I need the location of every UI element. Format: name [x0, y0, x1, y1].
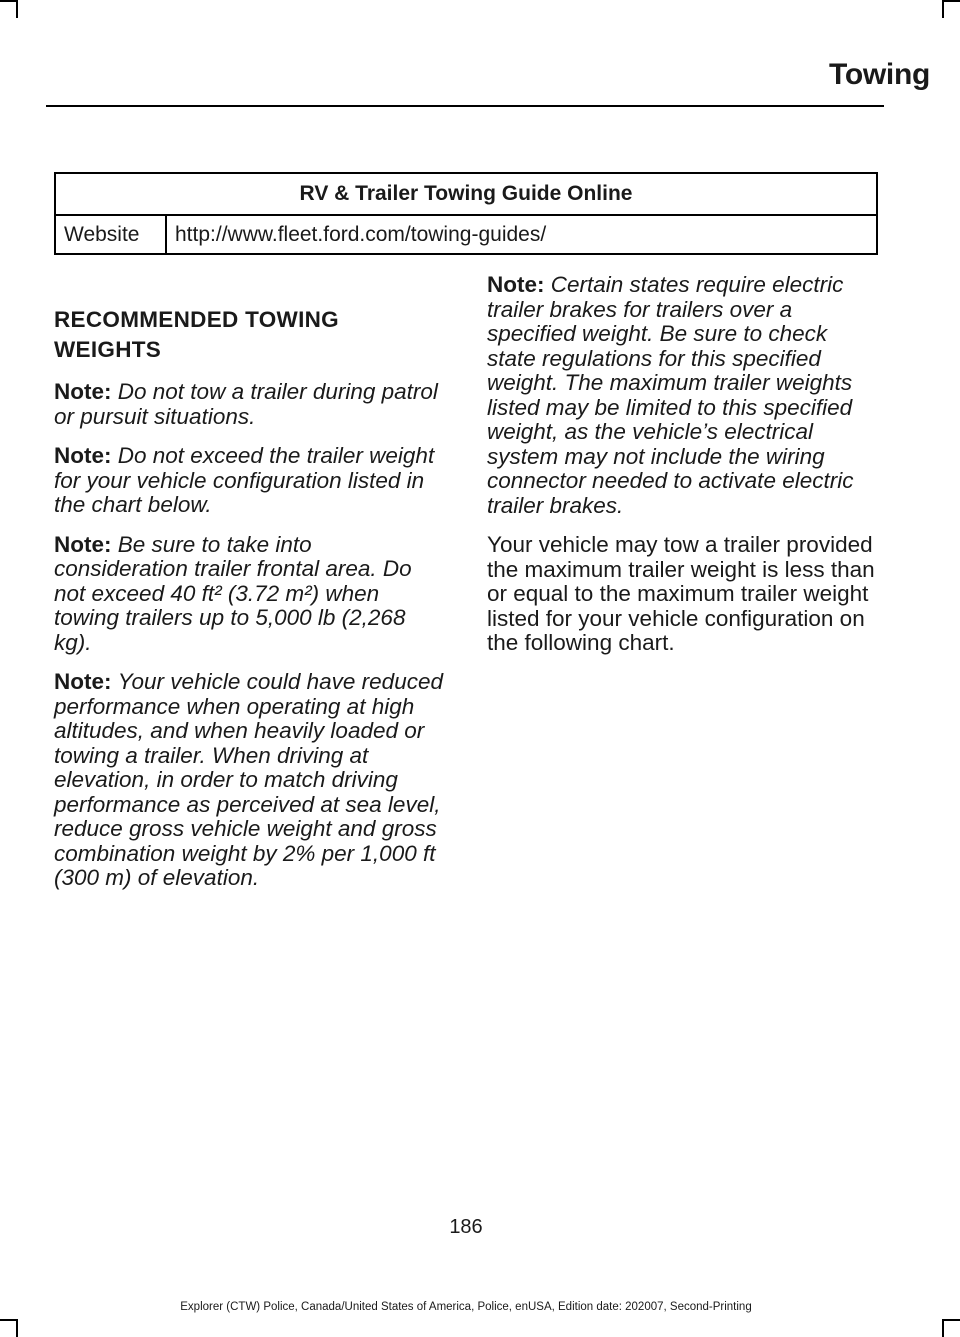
note-paragraph [54, 670, 447, 891]
note-text: Do not tow a trailer during patrol or pursuit situations. [54, 379, 438, 429]
crop-mark [942, 0, 960, 2]
left-column [54, 270, 447, 906]
note-text: Certain states require electric trailer brakes for trailers over a specified weight. Be sure to check state regulations for this specified weight. The maximum trailer weights listed may be limited to this specified weight, as the vehicle’s electrical system may not include the wiring connector needed to activate electric trailer brakes. [487, 272, 854, 518]
note-text: Do not exceed the trailer weight for your vehicle configuration listed in the chart below. [54, 443, 435, 517]
page-header-title: Towing [829, 58, 930, 91]
table-cell-label: Website [55, 215, 166, 254]
page-number: 186 [449, 1216, 483, 1238]
note-label: Note: [487, 272, 545, 297]
note-text: Your vehicle could have reduced performance when operating at high altitudes, and when heavily loaded or towing a trailer. When driving at elevation, in order to match driving performance as perceived at sea level, reduce gross vehicle weight and gross combination weight by 2% per 1,000 ft (300 m) of elevation. [54, 669, 443, 890]
note-label: Note: [54, 531, 112, 557]
note-label: Note: [54, 443, 112, 468]
note-label: Note: [54, 379, 112, 404]
note-paragraph [54, 444, 447, 518]
section-heading: RECOMMENDED TOWING WEIGHTS [54, 307, 339, 362]
note-paragraph [487, 273, 880, 518]
table-title: RV & Trailer Towing Guide Online [55, 173, 877, 215]
table-cell-url[interactable]: http://www.fleet.ford.com/towing-guides/ [166, 215, 877, 254]
table-header-row [55, 173, 877, 215]
table-row [55, 215, 877, 254]
header-rule [46, 105, 884, 107]
note-label: Note: [54, 669, 112, 694]
crop-mark [16, 0, 18, 18]
note-text: Be sure to take into consideration trailer frontal area. Do not exceed 40 ft² (3.72 m²) when towing trailers up to 5,000 lb (2,268 kg). [54, 531, 412, 655]
body-paragraph: Your vehicle may tow a trailer provided the maximum trailer weight is less than or equal to the maximum trailer weight listed for your vehicle configuration on the following chart. [487, 532, 875, 655]
crop-mark [942, 0, 944, 18]
note-paragraph [54, 533, 447, 656]
note-paragraph [54, 380, 447, 429]
crop-mark [942, 1319, 944, 1337]
crop-mark [16, 1319, 18, 1337]
crop-mark [942, 1319, 960, 1321]
towing-guide-table [54, 172, 878, 255]
right-column [487, 270, 880, 671]
footer-text: Explorer (CTW) Police, Canada/United States of America, Police, enUSA, Edition date: 202007, Second-Printing [180, 1301, 752, 1313]
